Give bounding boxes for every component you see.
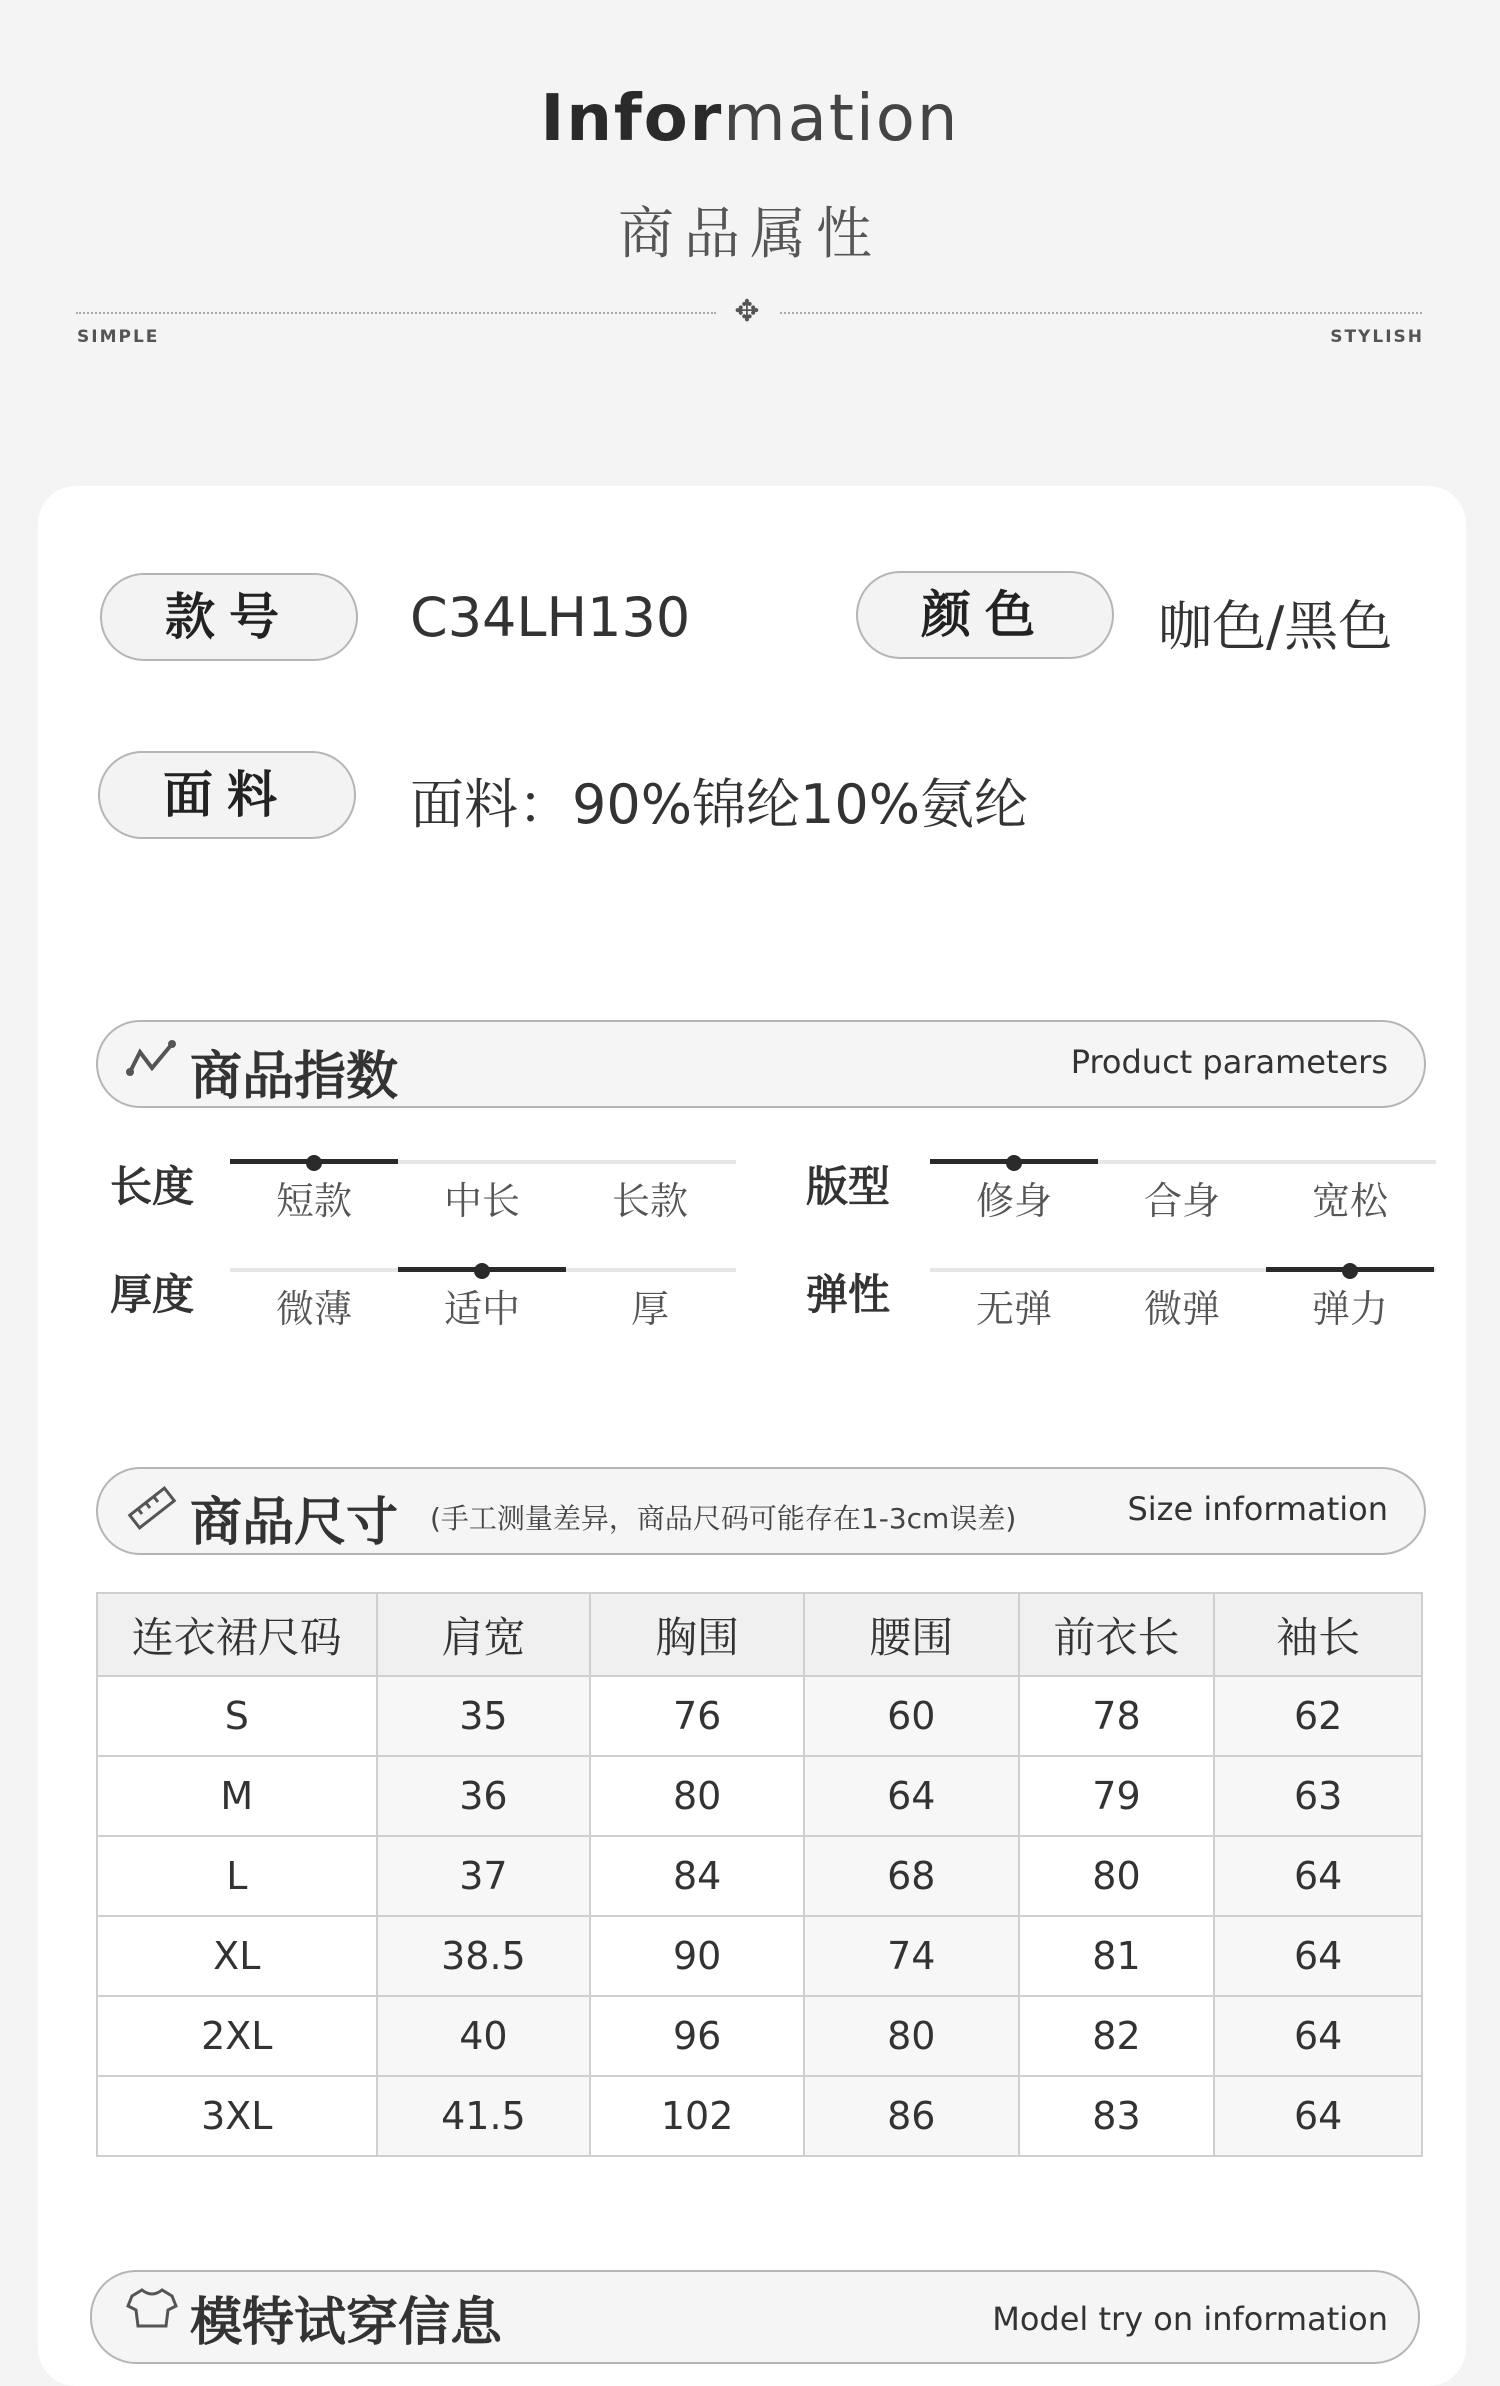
index-section-title: 商品指数 xyxy=(190,1047,399,1107)
measurement-cell: 84 xyxy=(590,1836,804,1916)
measurement-cell: 83 xyxy=(1019,2076,1215,2156)
size-table-header-cell: 胸围 xyxy=(590,1593,804,1676)
tshirt-icon xyxy=(126,2286,178,2339)
measurement-cell: 81 xyxy=(1019,1916,1215,1996)
measurement-cell: 64 xyxy=(1214,1996,1422,2076)
index-option: 合身 xyxy=(1143,1179,1220,1223)
color-label: 颜色 xyxy=(856,571,1114,659)
fabric-label: 面料 xyxy=(98,751,356,839)
measurement-cell: 37 xyxy=(377,1836,591,1916)
size-table-header xyxy=(97,1593,1422,1676)
index-label: 厚度 xyxy=(110,1270,195,1319)
measurement-cell: 78 xyxy=(1019,1676,1215,1756)
measurement-cell: 62 xyxy=(1214,1676,1422,1756)
index-option: 修身 xyxy=(975,1179,1052,1223)
measurement-cell: 74 xyxy=(804,1916,1019,1996)
size-section-title: 商品尺寸 xyxy=(190,1493,399,1553)
measurement-cell: 80 xyxy=(804,1996,1019,2076)
measurement-cell: 80 xyxy=(1019,1836,1215,1916)
size-table-header-cell: 前衣长 xyxy=(1019,1593,1215,1676)
simple-label: SIMPLE xyxy=(77,327,160,347)
measurement-cell: 80 xyxy=(590,1756,804,1836)
trend-line-icon xyxy=(126,1038,178,1087)
table-row xyxy=(97,1996,1422,2076)
size-section-subtitle: Size information xyxy=(1127,1490,1388,1528)
measurement-cell: 86 xyxy=(804,2076,1019,2156)
divider-left xyxy=(76,312,716,314)
index-option: 长款 xyxy=(611,1179,688,1223)
size-table-header-cell: 肩宽 xyxy=(377,1593,591,1676)
measurement-cell: 36 xyxy=(377,1756,591,1836)
size-name-cell: 2XL xyxy=(97,1996,377,2076)
index-selected-dot xyxy=(474,1263,490,1279)
measurement-cell: 41.5 xyxy=(377,2076,591,2156)
measurement-cell: 64 xyxy=(1214,2076,1422,2156)
page-title-cn: 商品属性 xyxy=(618,202,882,267)
fabric-value: 面料：90%锦纶10%氨纶 xyxy=(410,773,1029,836)
page-title-en xyxy=(0,82,1500,156)
index-option: 微薄 xyxy=(275,1287,352,1331)
table-row xyxy=(97,1676,1422,1756)
divider-right xyxy=(780,312,1422,314)
index-track xyxy=(930,1160,1436,1164)
index-track xyxy=(230,1160,736,1164)
index-section-subtitle: Product parameters xyxy=(1070,1043,1388,1081)
measurement-cell: 64 xyxy=(1214,1916,1422,1996)
title-en-bold: Infor xyxy=(540,82,724,156)
measurement-cell: 64 xyxy=(1214,1836,1422,1916)
index-option: 适中 xyxy=(443,1287,520,1331)
measurement-cell: 68 xyxy=(804,1836,1019,1916)
index-option: 微弹 xyxy=(1143,1287,1220,1331)
index-selected-dot xyxy=(1342,1263,1358,1279)
index-label: 版型 xyxy=(806,1162,891,1211)
index-option: 无弹 xyxy=(975,1287,1052,1331)
measurement-cell: 60 xyxy=(804,1676,1019,1756)
measurement-cell: 96 xyxy=(590,1996,804,2076)
size-name-cell: L xyxy=(97,1836,377,1916)
measurement-cell: 35 xyxy=(377,1676,591,1756)
size-name-cell: 3XL xyxy=(97,2076,377,2156)
size-name-cell: S xyxy=(97,1676,377,1756)
measurement-cell: 102 xyxy=(590,2076,804,2156)
style-no-value: C34LH130 xyxy=(410,586,691,649)
index-option: 短款 xyxy=(275,1179,352,1223)
index-option: 弹力 xyxy=(1311,1287,1388,1331)
color-value: 咖色/黑色 xyxy=(1158,595,1393,658)
index-track xyxy=(930,1268,1436,1272)
size-table xyxy=(96,1592,1423,2157)
size-name-cell: XL xyxy=(97,1916,377,1996)
measurement-cell: 82 xyxy=(1019,1996,1215,2076)
index-label: 弹性 xyxy=(806,1270,891,1319)
size-name-cell: M xyxy=(97,1756,377,1836)
table-row xyxy=(97,1916,1422,1996)
index-option: 宽松 xyxy=(1311,1179,1388,1223)
measurement-cell: 64 xyxy=(804,1756,1019,1836)
index-label: 长度 xyxy=(110,1162,195,1211)
size-table-header-cell: 连衣裙尺码 xyxy=(97,1593,377,1676)
index-selected-dot xyxy=(306,1155,322,1171)
index-option: 中长 xyxy=(443,1179,520,1223)
measurement-cell: 40 xyxy=(377,1996,591,2076)
index-option: 厚 xyxy=(630,1287,669,1331)
table-row xyxy=(97,2076,1422,2156)
measurement-cell: 90 xyxy=(590,1916,804,1996)
measurement-cell: 79 xyxy=(1019,1756,1215,1836)
size-table-header-cell: 袖长 xyxy=(1214,1593,1422,1676)
model-section-title: 模特试穿信息 xyxy=(190,2293,503,2353)
size-section-note: (手工测量差异，商品尺码可能存在1-3cm误差) xyxy=(430,1502,1017,1535)
four-point-star-icon: ✥ xyxy=(734,294,760,329)
ruler-icon xyxy=(126,1484,178,1541)
measurement-cell: 38.5 xyxy=(377,1916,591,1996)
style-no-label: 款号 xyxy=(100,573,358,661)
size-table-header-cell: 腰围 xyxy=(804,1593,1019,1676)
table-row xyxy=(97,1756,1422,1836)
measurement-cell: 63 xyxy=(1214,1756,1422,1836)
measurement-cell: 76 xyxy=(590,1676,804,1756)
model-section-subtitle: Model try on information xyxy=(992,2300,1388,2338)
index-track xyxy=(230,1268,736,1272)
index-selected-dot xyxy=(1006,1155,1022,1171)
stylish-label: STYLISH xyxy=(1330,327,1424,347)
table-row xyxy=(97,1836,1422,1916)
title-en-thin: mation xyxy=(723,82,960,156)
